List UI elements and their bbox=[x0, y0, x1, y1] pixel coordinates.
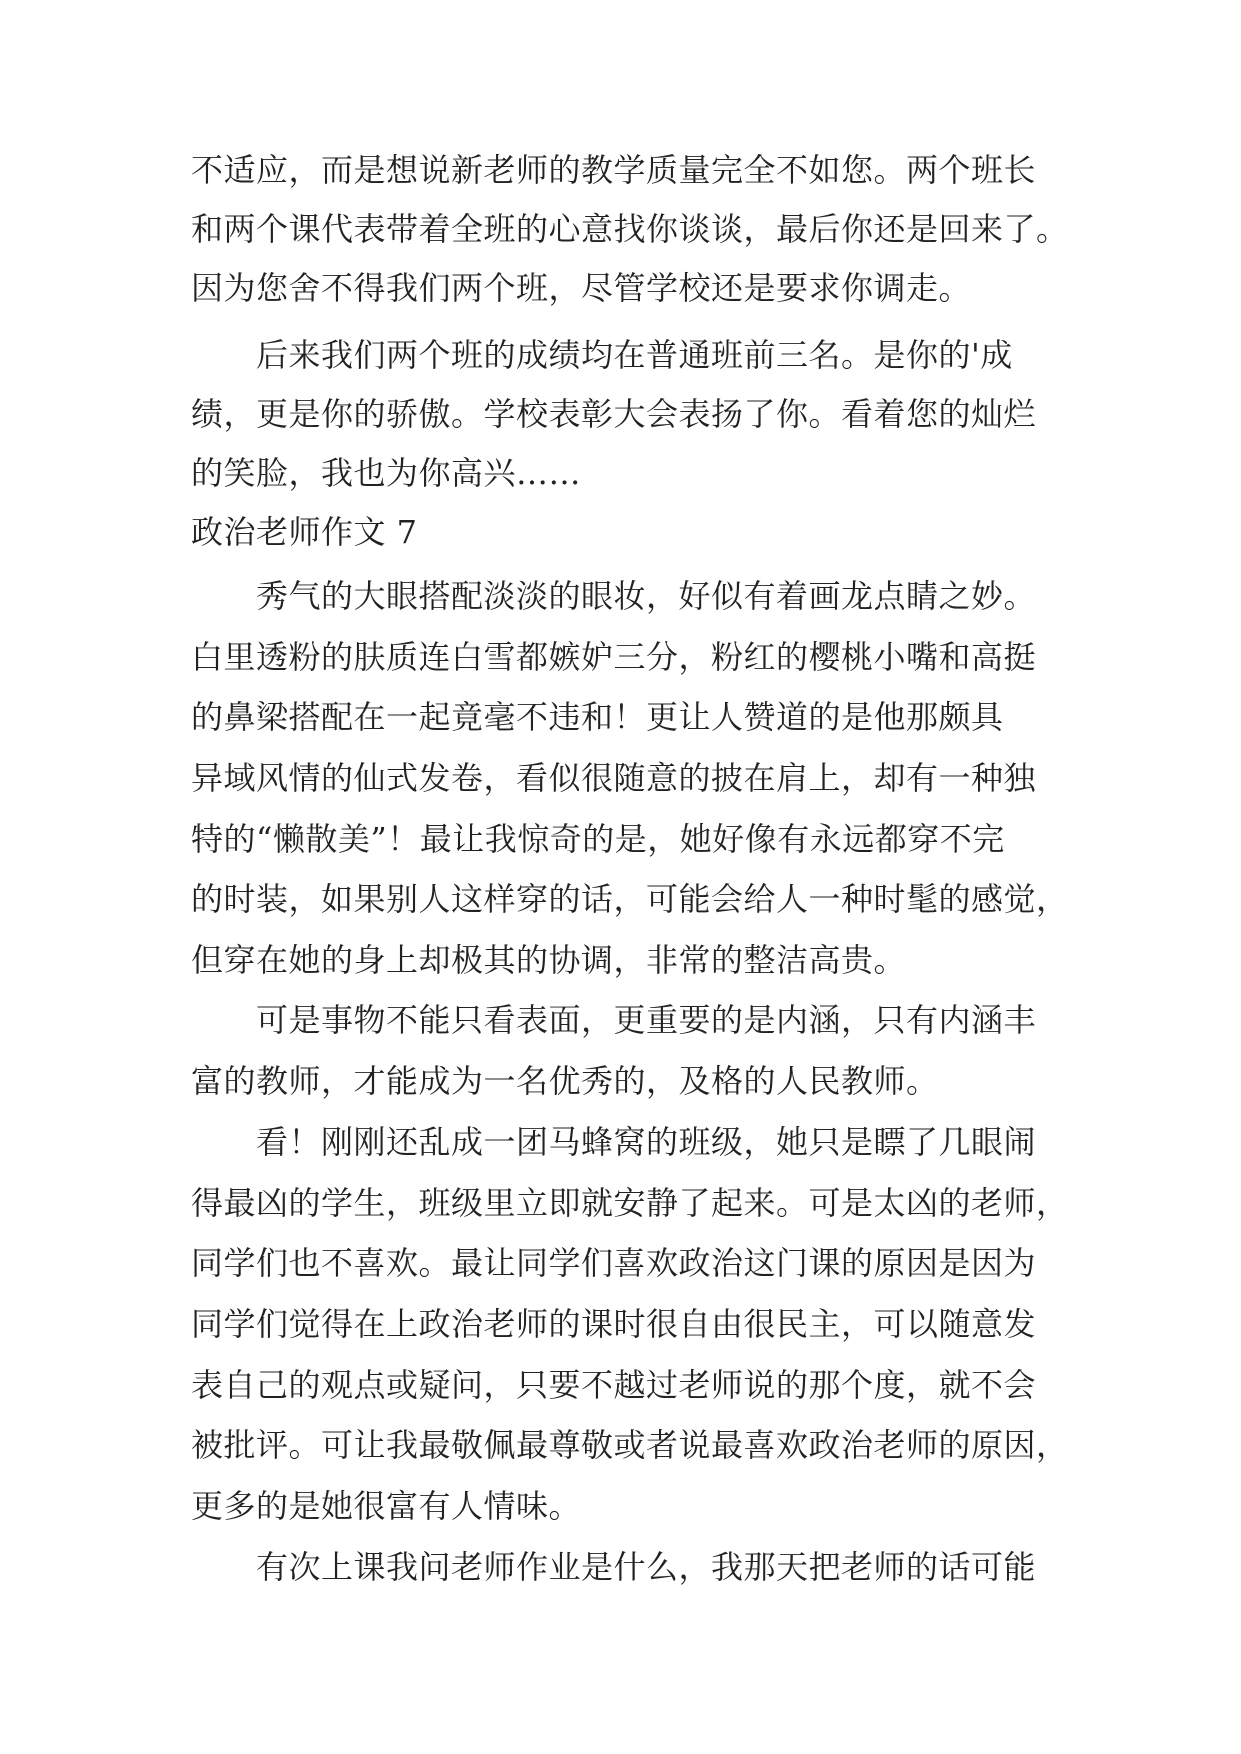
text-line: 更多的是她很富有人情味。 bbox=[191, 1487, 582, 1525]
text-line: 特的“懒散美”！最让我惊奇的是，她好像有永远都穿不完 bbox=[191, 820, 1005, 858]
text-line: 异域风情的仙式发卷，看似很随意的披在肩上，却有一种独 bbox=[191, 759, 1037, 797]
text-line: 被批评。可让我最敬佩最尊敬或者说最喜欢政治老师的原因， bbox=[191, 1426, 1069, 1464]
text-line: 表自己的观点或疑问，只要不越过老师说的那个度，就不会 bbox=[191, 1366, 1037, 1404]
paragraph-start-line: 秀气的大眼搭配淡淡的眼妆，好似有着画龙点睛之妙。 bbox=[256, 577, 1037, 615]
text-line: 的鼻梁搭配在一起竟毫不违和！更让人赞道的是他那颇具 bbox=[191, 698, 1004, 736]
text-line: 但穿在她的身上却极其的协调，非常的整洁高贵。 bbox=[191, 941, 907, 979]
paragraph-start-line: 可是事物不能只看表面，更重要的是内涵，只有内涵丰 bbox=[256, 1001, 1037, 1039]
paragraph-start-line: 看！刚刚还乱成一团马蜂窝的班级，她只是瞟了几眼闹 bbox=[256, 1123, 1037, 1161]
paragraph-start-line: 后来我们两个班的成绩均在普通班前三名。是你的'成 bbox=[256, 336, 1013, 374]
text-line: 的时装，如果别人这样穿的话，可能会给人一种时髦的感觉， bbox=[191, 880, 1069, 918]
text-line: 得最凶的学生，班级里立即就安静了起来。可是太凶的老师， bbox=[191, 1184, 1069, 1222]
text-line: 绩，更是你的骄傲。学校表彰大会表扬了你。看着您的灿烂 bbox=[191, 395, 1037, 433]
text-line: 白里透粉的肤质连白雪都嫉妒三分，粉红的樱桃小嘴和高挺 bbox=[191, 638, 1037, 676]
text-line: 不适应，而是想说新老师的教学质量完全不如您。两个班长 bbox=[191, 151, 1037, 189]
text-line: 的笑脸，我也为你高兴…… bbox=[191, 454, 582, 492]
text-line: 富的教师，才能成为一名优秀的，及格的人民教师。 bbox=[191, 1062, 939, 1100]
text-line: 同学们也不喜欢。最让同学们喜欢政治这门课的原因是因为 bbox=[191, 1244, 1037, 1282]
section-title: 政治老师作文 7 bbox=[191, 513, 418, 551]
paragraph-start-line: 有次上课我问老师作业是什么，我那天把老师的话可能 bbox=[256, 1548, 1037, 1586]
text-line: 同学们觉得在上政治老师的课时很自由很民主，可以随意发 bbox=[191, 1305, 1037, 1343]
text-line: 和两个课代表带着全班的心意找你谈谈，最后你还是回来了。 bbox=[191, 210, 1069, 248]
text-line: 因为您舍不得我们两个班，尽管学校还是要求你调走。 bbox=[191, 269, 972, 307]
